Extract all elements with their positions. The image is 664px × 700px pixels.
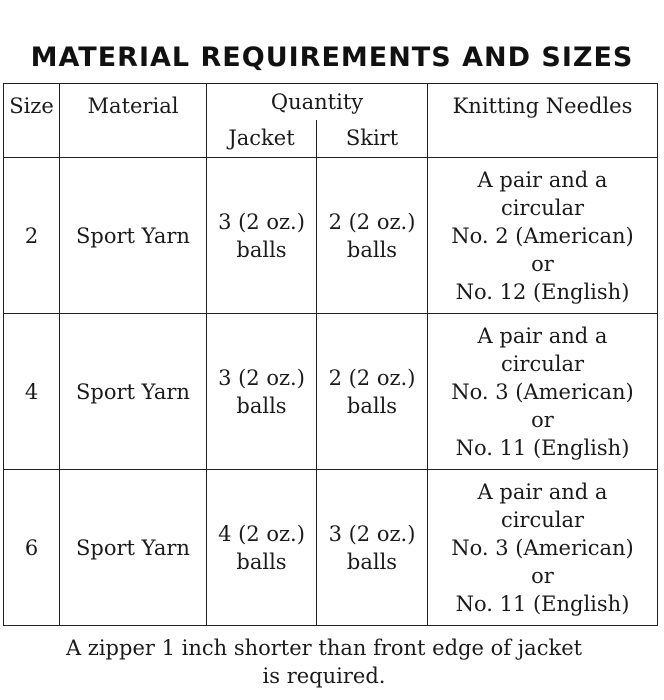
skirt-quantity-line: 3 (2 oz.) — [328, 521, 416, 546]
needles-line: No. 11 (English) — [455, 591, 630, 616]
footnote-line: is required. — [262, 664, 386, 688]
header-skirt: Skirt — [317, 120, 428, 158]
page-title: MATERIAL REQUIREMENTS AND SIZES — [30, 42, 634, 73]
needles-line: or — [531, 251, 554, 276]
material-cell: Sport Yarn — [60, 470, 207, 626]
skirt-quantity-line: 2 (2 oz.) — [328, 365, 416, 390]
size-cell: 6 — [4, 470, 60, 626]
header-jacket: Jacket — [207, 120, 317, 158]
material-cell: Sport Yarn — [60, 314, 207, 470]
skirt-quantity-cell — [317, 158, 428, 314]
jacket-quantity-line: balls — [236, 237, 287, 262]
jacket-quantity-line: 3 (2 oz.) — [218, 209, 305, 234]
skirt-quantity-line: balls — [346, 393, 398, 418]
size-cell: 2 — [4, 158, 60, 314]
skirt-quantity-line: 2 (2 oz.) — [328, 209, 416, 234]
needles-line: No. 12 (English) — [455, 279, 630, 304]
header-material: Material — [60, 84, 207, 158]
size-cell: 4 — [4, 314, 60, 470]
table-header-row — [4, 84, 658, 120]
jacket-quantity-line: balls — [236, 549, 287, 574]
table-row — [4, 158, 658, 314]
header-size: Size — [4, 84, 60, 158]
jacket-quantity-cell — [207, 470, 317, 626]
needles-line: A pair and a — [477, 479, 608, 504]
footnote-line: A zipper 1 inch shorter than front edge of jacket — [65, 636, 583, 660]
needles-line: circular — [500, 507, 585, 532]
needles-line: or — [531, 407, 554, 432]
needles-cell — [428, 470, 658, 626]
needles-line: A pair and a — [477, 167, 608, 192]
needles-line: No. 11 (English) — [455, 435, 630, 460]
needles-line: No. 3 (American) — [451, 535, 634, 560]
needles-cell — [428, 158, 658, 314]
jacket-quantity-line: 4 (2 oz.) — [218, 521, 305, 546]
needles-cell — [428, 314, 658, 470]
skirt-quantity-line: balls — [346, 237, 398, 262]
material-cell: Sport Yarn — [60, 158, 207, 314]
table-row — [4, 314, 658, 470]
needles-line: circular — [500, 195, 585, 220]
header-knitting-needles: Knitting Needles — [428, 84, 658, 158]
requirements-table — [3, 83, 658, 626]
skirt-quantity-line: balls — [346, 549, 398, 574]
table-row — [4, 470, 658, 626]
footnote — [0, 634, 648, 690]
skirt-quantity-cell — [317, 470, 428, 626]
jacket-quantity-cell — [207, 158, 317, 314]
needles-line: or — [531, 563, 554, 588]
needles-line: No. 3 (American) — [451, 379, 634, 404]
jacket-quantity-cell — [207, 314, 317, 470]
skirt-quantity-cell — [317, 314, 428, 470]
jacket-quantity-line: balls — [236, 393, 287, 418]
header-quantity: Quantity — [207, 84, 428, 120]
needles-line: circular — [500, 351, 585, 376]
needles-line: A pair and a — [477, 323, 608, 348]
needles-line: No. 2 (American) — [451, 223, 634, 248]
jacket-quantity-line: 3 (2 oz.) — [218, 365, 305, 390]
